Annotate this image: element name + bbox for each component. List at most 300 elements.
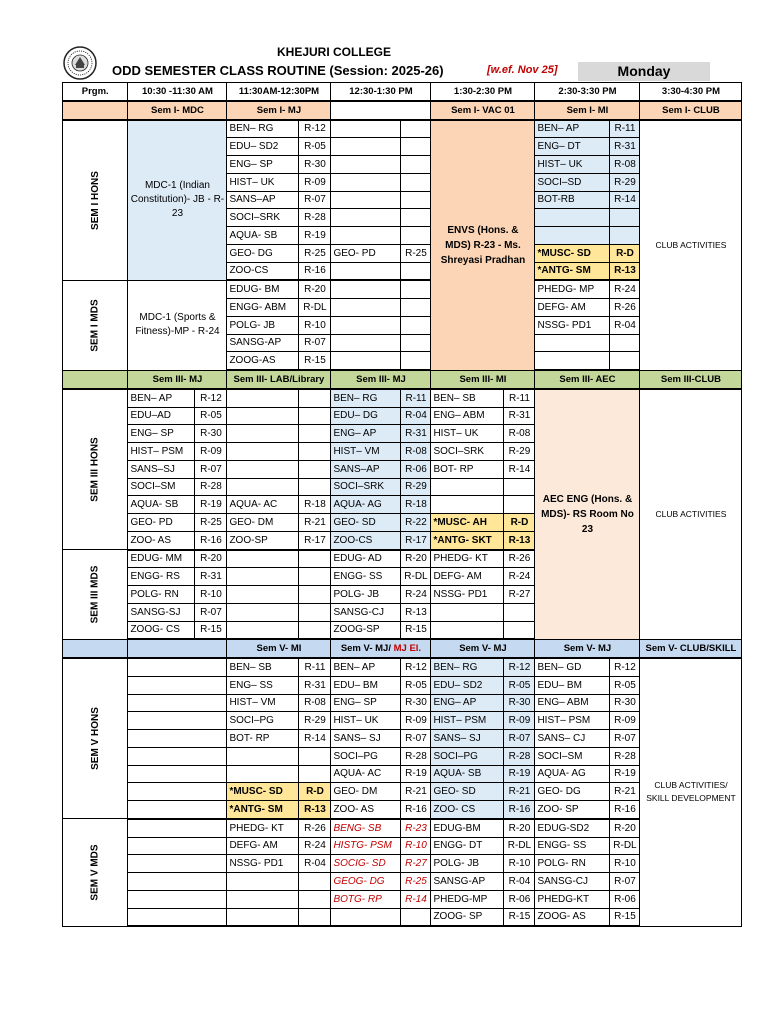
room-cell: R-19	[299, 227, 331, 245]
room-cell: R-23	[401, 819, 431, 837]
routine-title: ODD SEMESTER CLASS ROUTINE (Session: 2025-26)	[112, 63, 444, 78]
room-cell	[610, 227, 640, 245]
room-cell: R-08	[610, 156, 640, 174]
room-cell: R-DL	[610, 837, 640, 855]
club-cell: CLUB ACTIVITIES/ SKILL DEVELOPMENT	[640, 658, 742, 926]
section-header: Sem V- MJ	[431, 639, 535, 658]
room-cell	[299, 443, 331, 461]
room-cell: R-20	[299, 280, 331, 298]
room-cell	[401, 299, 431, 317]
course-cell: POLG- RN	[535, 855, 610, 873]
room-cell: R-07	[299, 191, 331, 209]
course-cell: ENGG- DT	[431, 837, 504, 855]
room-cell: R-26	[610, 299, 640, 317]
empty-cell	[128, 730, 227, 748]
course-cell: ENG– ABM	[431, 407, 504, 425]
course-cell: *ANTG- SM	[227, 801, 299, 819]
course-cell: GEO- DG	[227, 244, 299, 262]
section-header: Sem I- MDC	[128, 101, 227, 120]
room-cell: R-18	[401, 496, 431, 514]
room-cell: R-10	[195, 586, 227, 604]
section-header: Sem V- MI	[227, 639, 331, 658]
room-cell: R-30	[610, 694, 640, 712]
room-cell: R-24	[299, 837, 331, 855]
course-cell	[431, 621, 504, 639]
time-slot-header: 1:30-2:30 PM	[431, 83, 535, 101]
section-header: Sem III-CLUB	[640, 370, 742, 389]
room-cell	[504, 603, 535, 621]
room-cell	[299, 890, 331, 908]
course-cell: *ANTG- SKT	[431, 531, 504, 549]
room-cell: R-16	[401, 801, 431, 819]
room-cell: R-11	[504, 389, 535, 407]
room-cell: R-31	[401, 425, 431, 443]
empty-cell	[128, 747, 227, 765]
course-cell: BEN– GD	[535, 658, 610, 676]
course-cell: HIST– VM	[331, 443, 401, 461]
room-cell	[401, 138, 431, 156]
course-cell: NSSG- PD1	[227, 855, 299, 873]
course-cell: BOTG- RP	[331, 890, 401, 908]
section-header-text: Sem V- MJ/	[340, 643, 391, 655]
course-cell	[227, 873, 299, 891]
room-cell	[610, 334, 640, 352]
room-cell: R-29	[610, 173, 640, 191]
room-cell	[299, 550, 331, 568]
course-cell: ENGG- SS	[535, 837, 610, 855]
course-cell: ZOOG- SP	[431, 908, 504, 926]
room-cell: R-10	[610, 855, 640, 873]
course-cell	[227, 568, 299, 586]
room-cell: R-29	[504, 443, 535, 461]
room-cell: R-17	[401, 531, 431, 549]
room-cell: R-25	[401, 873, 431, 891]
room-cell	[299, 568, 331, 586]
course-cell: AQUA- AC	[331, 765, 401, 783]
course-cell: ZOO-CS	[227, 262, 299, 280]
course-cell: ZOO-CS	[331, 531, 401, 549]
room-cell: R-25	[401, 244, 431, 262]
table-row	[63, 101, 742, 120]
room-cell	[299, 908, 331, 926]
room-cell	[401, 209, 431, 227]
room-cell: R-18	[299, 496, 331, 514]
room-cell: R-14	[299, 730, 331, 748]
course-cell: HIST– UK	[431, 425, 504, 443]
section-header: Sem I- VAC 01	[431, 101, 535, 120]
course-cell: ZOO- AS	[128, 531, 195, 549]
room-cell: R-05	[401, 676, 431, 694]
room-cell	[504, 478, 535, 496]
room-cell: R-D	[504, 514, 535, 532]
room-cell: R-19	[610, 765, 640, 783]
room-cell	[401, 173, 431, 191]
course-cell: SANS–AP	[331, 460, 401, 478]
course-cell: EDUG-BM	[431, 819, 504, 837]
course-cell: AQUA- AC	[227, 496, 299, 514]
empty-cell	[128, 819, 227, 837]
course-cell: EDU– SD2	[431, 676, 504, 694]
room-cell: R-08	[401, 443, 431, 461]
course-cell	[535, 352, 610, 370]
course-cell	[331, 334, 401, 352]
room-cell: R-13	[299, 801, 331, 819]
course-cell: BOT- RP	[431, 460, 504, 478]
room-cell	[299, 603, 331, 621]
course-cell	[227, 747, 299, 765]
room-cell: R-09	[299, 173, 331, 191]
course-cell: SANS–SJ	[128, 460, 195, 478]
room-cell: R-26	[299, 819, 331, 837]
empty-cell	[128, 783, 227, 801]
program-label-text: SEM III HONS	[89, 437, 101, 502]
room-cell: R-12	[504, 658, 535, 676]
room-cell	[401, 262, 431, 280]
course-cell	[331, 908, 401, 926]
room-cell	[401, 316, 431, 334]
course-cell: SOCI–PG	[431, 747, 504, 765]
room-cell: R-09	[610, 712, 640, 730]
mj-elective-marker: MJ El.	[393, 643, 422, 655]
empty-cell	[128, 676, 227, 694]
room-cell: R-21	[610, 783, 640, 801]
room-cell: R-13	[610, 262, 640, 280]
room-cell	[401, 352, 431, 370]
course-cell	[227, 890, 299, 908]
course-cell: AQUA- AG	[331, 496, 401, 514]
mdc-cell: MDC-1 (Sports & Fitness)-MP - R-24	[128, 280, 227, 370]
room-cell: R-07	[610, 730, 640, 748]
room-cell	[299, 747, 331, 765]
course-cell	[227, 443, 299, 461]
room-cell: R-26	[504, 550, 535, 568]
room-cell: R-29	[401, 478, 431, 496]
program-label	[63, 120, 128, 281]
course-cell	[535, 334, 610, 352]
room-cell: R-06	[504, 890, 535, 908]
room-cell: R-11	[610, 120, 640, 138]
room-cell: R-27	[401, 855, 431, 873]
course-cell: ENG– SP	[227, 156, 299, 174]
room-cell: R-06	[401, 460, 431, 478]
table-cell	[63, 101, 128, 120]
course-cell: SANSG-CJ	[331, 603, 401, 621]
empty-cell	[128, 908, 227, 926]
college-name: KHEJURI COLLEGE	[276, 45, 391, 59]
room-cell: R-15	[195, 621, 227, 639]
section-header: Sem I- CLUB	[640, 101, 742, 120]
time-slot-header: 3:30-4:30 PM	[640, 83, 742, 101]
room-cell: R-DL	[401, 568, 431, 586]
course-cell: HIST– UK	[535, 156, 610, 174]
course-cell: SANSG-CJ	[535, 873, 610, 891]
room-cell: R-07	[610, 873, 640, 891]
room-cell: R-07	[299, 334, 331, 352]
course-cell	[227, 908, 299, 926]
room-cell	[610, 209, 640, 227]
course-cell: ENG– ABM	[535, 694, 610, 712]
program-label	[63, 280, 128, 370]
course-cell: PHEDG-MP	[431, 890, 504, 908]
room-cell: R-19	[401, 765, 431, 783]
course-cell: ZOO- SP	[535, 801, 610, 819]
course-cell: HIST– PSM	[535, 712, 610, 730]
course-cell: BEN– RG	[331, 389, 401, 407]
course-cell: POLG- JB	[331, 586, 401, 604]
section-header: Sem III- MJ	[331, 370, 431, 389]
room-cell: R-19	[504, 765, 535, 783]
program-header: Prgm.	[63, 83, 128, 101]
course-cell: GEO- PD	[331, 244, 401, 262]
course-cell: ENG– SS	[227, 676, 299, 694]
room-cell: R-13	[401, 603, 431, 621]
room-cell: R-04	[610, 316, 640, 334]
course-cell: SANS– SJ	[331, 730, 401, 748]
course-cell: EDUG- MM	[128, 550, 195, 568]
course-cell: SANSG-AP	[431, 873, 504, 891]
course-cell: ENG– SP	[128, 425, 195, 443]
course-cell: ENG– DT	[535, 138, 610, 156]
time-slot-header: 11:30AM-12:30PM	[227, 83, 331, 101]
room-cell	[299, 407, 331, 425]
course-cell: BEN– AP	[331, 658, 401, 676]
program-label-text: SEM III MDS	[89, 565, 101, 624]
course-cell	[331, 209, 401, 227]
course-cell: SANSG-AP	[227, 334, 299, 352]
course-cell: SANS–AP	[227, 191, 299, 209]
room-cell: R-12	[195, 389, 227, 407]
room-cell	[299, 425, 331, 443]
course-cell: *MUSC- SD	[535, 244, 610, 262]
room-cell: R-25	[195, 514, 227, 532]
room-cell	[299, 586, 331, 604]
course-cell: ENGG- RS	[128, 568, 195, 586]
program-label	[63, 389, 128, 550]
mdc-cell: MDC-1 (Indian Constitution)- JB - R-23	[128, 120, 227, 281]
course-cell	[227, 478, 299, 496]
table-row	[63, 370, 742, 389]
room-cell: R-16	[299, 262, 331, 280]
course-cell: ZOO-SP	[227, 531, 299, 549]
course-cell: DEFG- AM	[535, 299, 610, 317]
course-cell: POLG- JB	[431, 855, 504, 873]
room-cell	[504, 621, 535, 639]
time-slot-header: 12:30-1:30 PM	[331, 83, 431, 101]
course-cell: GEO- SD	[431, 783, 504, 801]
room-cell: R-12	[401, 658, 431, 676]
section-header: Sem V- CLUB/SKILL	[640, 639, 742, 658]
vac-cell: ENVS (Hons. & MDS) R-23 - Ms. Shreyasi Pradhan	[431, 120, 535, 371]
course-cell: GEO- SD	[331, 514, 401, 532]
room-cell	[299, 389, 331, 407]
room-cell: R-15	[504, 908, 535, 926]
room-cell	[401, 156, 431, 174]
course-cell: EDUG- AD	[331, 550, 401, 568]
empty-cell	[128, 694, 227, 712]
program-label	[63, 819, 128, 927]
course-cell: DEFG- AM	[227, 837, 299, 855]
course-cell: *MUSC- SD	[227, 783, 299, 801]
course-cell: EDU– SD2	[227, 138, 299, 156]
course-cell: AQUA- AG	[535, 765, 610, 783]
room-cell	[401, 908, 431, 926]
course-cell: GEO- PD	[128, 514, 195, 532]
course-cell	[431, 478, 504, 496]
room-cell: R-07	[504, 730, 535, 748]
room-cell: R-31	[504, 407, 535, 425]
table-row	[63, 83, 742, 101]
table-row	[63, 389, 742, 407]
empty-cell	[128, 855, 227, 873]
course-cell: EDU–AD	[128, 407, 195, 425]
room-cell	[504, 496, 535, 514]
room-cell: R-25	[299, 244, 331, 262]
room-cell: R-08	[504, 425, 535, 443]
room-cell: R-06	[610, 890, 640, 908]
room-cell: R-20	[401, 550, 431, 568]
course-cell: HIST– VM	[227, 694, 299, 712]
room-cell: R-24	[610, 280, 640, 298]
room-cell: R-28	[610, 747, 640, 765]
room-cell	[401, 227, 431, 245]
course-cell	[331, 138, 401, 156]
course-cell: POLG- JB	[227, 316, 299, 334]
program-label-text: SEM V MDS	[89, 844, 101, 901]
course-cell	[331, 299, 401, 317]
empty-cell	[128, 801, 227, 819]
room-cell: R-15	[401, 621, 431, 639]
course-cell: HISTG- PSM	[331, 837, 401, 855]
course-cell	[535, 227, 610, 245]
room-cell: R-29	[299, 712, 331, 730]
room-cell	[299, 873, 331, 891]
course-cell	[331, 262, 401, 280]
room-cell: R-07	[195, 460, 227, 478]
club-cell: CLUB ACTIVITIES	[640, 389, 742, 640]
room-cell	[401, 191, 431, 209]
room-cell: R-10	[299, 316, 331, 334]
course-cell: GEOG- DG	[331, 873, 401, 891]
table-cell	[63, 370, 128, 389]
room-cell: R-16	[195, 531, 227, 549]
course-cell	[331, 227, 401, 245]
course-cell: BEN– AP	[535, 120, 610, 138]
course-cell: HIST– PSM	[431, 712, 504, 730]
course-cell	[227, 407, 299, 425]
room-cell	[299, 765, 331, 783]
course-cell	[227, 765, 299, 783]
program-label-text: SEM I HONS	[89, 170, 101, 230]
course-cell: AQUA- SB	[431, 765, 504, 783]
course-cell: NSSG- PD1	[431, 586, 504, 604]
course-cell: ENGG- SS	[331, 568, 401, 586]
course-cell: EDU– BM	[535, 676, 610, 694]
room-cell: R-11	[299, 658, 331, 676]
day-label: Monday	[578, 62, 710, 81]
program-label-text: SEM I MDS	[89, 299, 101, 352]
class-routine-table	[62, 82, 742, 927]
room-cell: R-21	[504, 783, 535, 801]
course-cell: ZOO- AS	[331, 801, 401, 819]
room-cell: R-28	[195, 478, 227, 496]
room-cell: R-12	[299, 120, 331, 138]
course-cell: BEN– RG	[431, 658, 504, 676]
course-cell	[227, 603, 299, 621]
course-cell: BEN– RG	[227, 120, 299, 138]
room-cell: R-05	[610, 676, 640, 694]
room-cell: R-31	[610, 138, 640, 156]
course-cell: SANSG-SJ	[128, 603, 195, 621]
course-cell: BEN– AP	[128, 389, 195, 407]
room-cell: R-09	[504, 712, 535, 730]
course-cell: SOCI–SD	[535, 173, 610, 191]
room-cell: R-20	[610, 819, 640, 837]
room-cell: R-11	[401, 389, 431, 407]
section-header: Sem III- LAB/Library	[227, 370, 331, 389]
room-cell: R-19	[195, 496, 227, 514]
room-cell: R-28	[504, 747, 535, 765]
table-row	[63, 658, 742, 676]
course-cell: BEN– SB	[431, 389, 504, 407]
course-cell	[331, 280, 401, 298]
course-cell: SANS– CJ	[535, 730, 610, 748]
course-cell	[227, 550, 299, 568]
course-cell: BOT- RP	[227, 730, 299, 748]
room-cell: R-21	[299, 514, 331, 532]
section-header: Sem III- MI	[431, 370, 535, 389]
room-cell: R-D	[610, 244, 640, 262]
room-cell: R-14	[504, 460, 535, 478]
room-cell	[299, 621, 331, 639]
course-cell: SANS– SJ	[431, 730, 504, 748]
course-cell: SOCI–PG	[331, 747, 401, 765]
section-header: Sem I- MJ	[227, 101, 331, 120]
section-header: Sem I- MI	[535, 101, 640, 120]
room-cell: R-31	[195, 568, 227, 586]
course-cell: EDU– DG	[331, 407, 401, 425]
course-cell: BEN– SB	[227, 658, 299, 676]
room-cell: R-24	[504, 568, 535, 586]
room-cell: R-30	[504, 694, 535, 712]
room-cell: R-28	[299, 209, 331, 227]
time-slot-header: 2:30-3:30 PM	[535, 83, 640, 101]
room-cell: R-D	[299, 783, 331, 801]
section-header: Sem V- MJ	[535, 639, 640, 658]
room-cell: R-DL	[299, 299, 331, 317]
section-header	[331, 639, 431, 658]
course-cell	[431, 496, 504, 514]
room-cell	[401, 280, 431, 298]
course-cell: ENGG- ABM	[227, 299, 299, 317]
course-cell	[331, 352, 401, 370]
course-cell: HIST– UK	[227, 173, 299, 191]
course-cell: SOCI–SRK	[227, 209, 299, 227]
program-label-text: SEM V HONS	[89, 707, 101, 771]
empty-cell	[128, 658, 227, 676]
course-cell: EDU– BM	[331, 676, 401, 694]
course-cell	[331, 120, 401, 138]
room-cell: R-12	[610, 658, 640, 676]
empty-cell	[128, 890, 227, 908]
room-cell: R-05	[504, 676, 535, 694]
room-cell: R-14	[610, 191, 640, 209]
course-cell: GEO- DM	[227, 514, 299, 532]
course-cell: ENG– SP	[331, 694, 401, 712]
room-cell	[299, 478, 331, 496]
room-cell: R-30	[299, 156, 331, 174]
section-header: Sem III- AEC	[535, 370, 640, 389]
course-cell: ZOOG- CS	[128, 621, 195, 639]
